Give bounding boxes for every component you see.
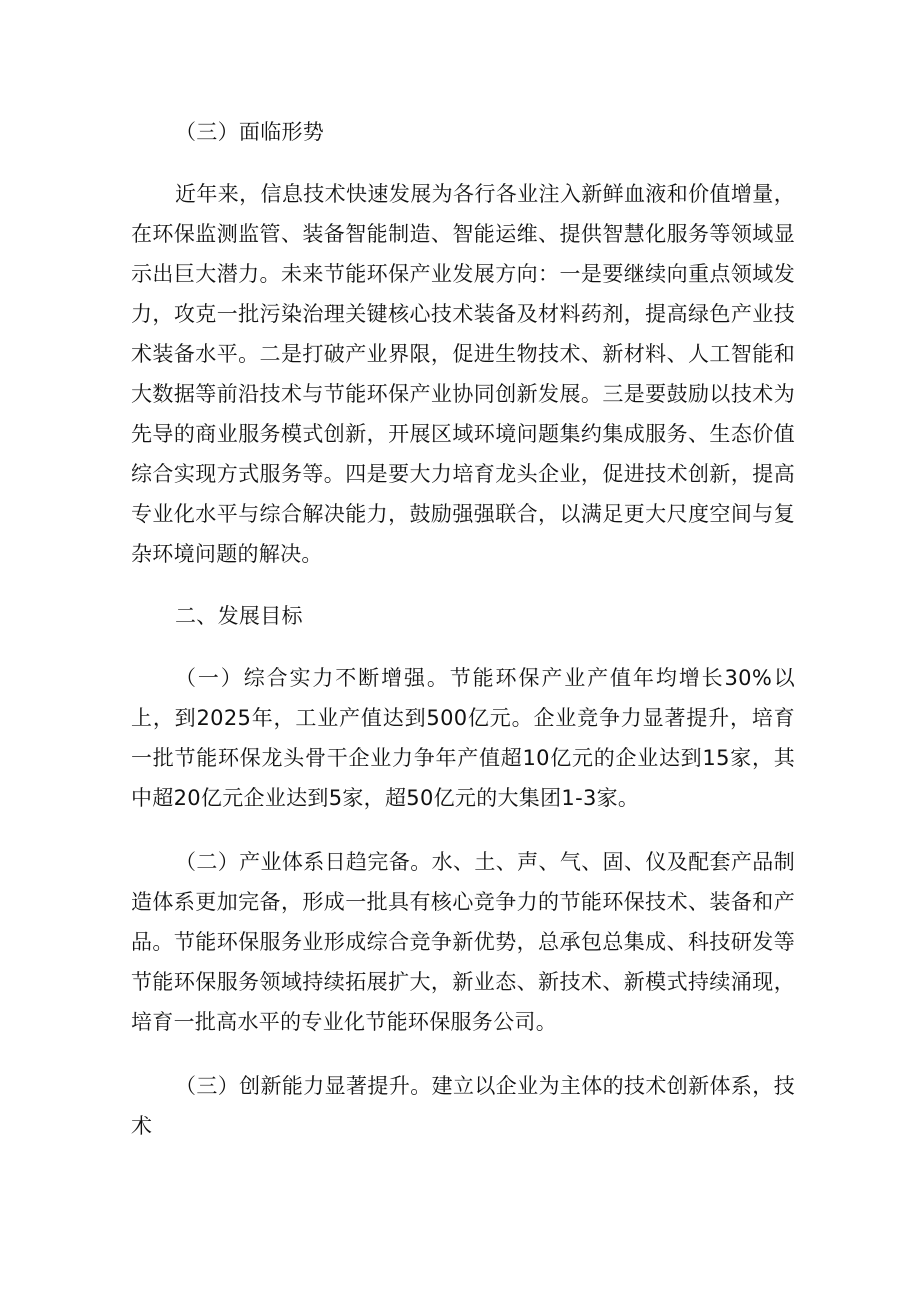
spacer: [131, 636, 795, 658]
paragraph-goal-1: （一）综合实力不断增强。节能环保产业产值年均增长30%以上，到2025年，工业产值达到500亿元。企业竞争力显著提升，培育一批节能环保龙头骨干企业力争年产值超10亿元的企业达到15家，其中超20亿元企业达到5家，超50亿元的大集团1-3家。: [131, 666, 795, 810]
section-heading-facing-situation: （三）面临形势: [175, 120, 325, 144]
paragraph-goal-2: （二）产业体系日趋完备。水、土、声、气、固、仪及配套产品制造体系更加完备，形成一批具有核心竞争力的节能环保技术、装备和产品。节能环保服务业形成综合竞争新优势，总承包总集成、科技研发等节能环保服务领域持续拓展扩大，新业态、新技术、新模式持续涌现，培育一批高水平的专业化节能环保服务公司。: [131, 850, 795, 1034]
spacer: [131, 574, 795, 596]
section-heading-development-goals: 二、发展目标: [175, 604, 303, 628]
spacer: [131, 1042, 795, 1066]
document-body: [131, 112, 795, 1146]
paragraph-situation: 近年来，信息技术快速发展为各行各业注入新鲜血液和价值增量，在环保监测监管、装备智能制造、智能运维、提供智慧化服务等领域显示出巨大潜力。未来节能环保产业发展方向：一是要继续向重点领域发力，攻克一批污染治理关键核心技术装备及材料药剂，提高绿色产业技术装备水平。二是打破产业界限，促进生物技术、新材料、人工智能和大数据等前沿技术与节能环保产业协同创新发展。三是要鼓励以技术为先导的商业服务模式创新，开展区域环境问题集约集成服务、生态价值综合实现方式服务等。四是要大力培育龙头企业，促进技术创新，提高专业化水平与综合解决能力，鼓励强强联合，以满足更大尺度空间与复杂环境问题的解决。: [131, 182, 795, 566]
spacer: [131, 152, 795, 174]
spacer: [131, 818, 795, 842]
paragraph-goal-3: （三）创新能力显著提升。建立以企业为主体的技术创新体系，技术: [131, 1074, 795, 1138]
